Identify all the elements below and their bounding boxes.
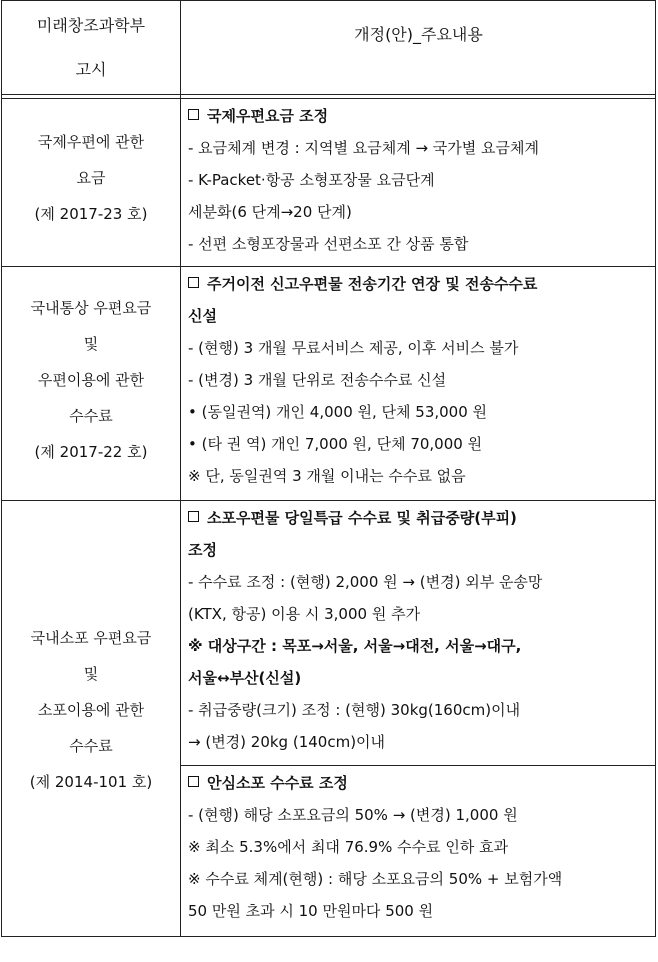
- row3-sub1-title: [188, 502, 650, 534]
- row1-content: [188, 100, 650, 260]
- row3-left-line: 소포이용에 관한: [37, 701, 145, 719]
- row2-line: • (동일권역) 개인 4,000 원, 단체 53,000 원: [188, 403, 488, 421]
- row3-sub1-title-cont: 조정: [188, 541, 217, 559]
- row3-left-line: 수수료: [69, 737, 113, 755]
- row1-left: [2, 124, 180, 232]
- header-divider: [1, 94, 656, 95]
- row3-sub1-line: (KTX, 항공) 이용 시 3,000 원 추가: [188, 605, 421, 623]
- header-col1: [2, 4, 180, 92]
- row3-sub2-line: ※ 수수료 체계(현행) : 해당 소포요금의 50% + 보험가액: [188, 870, 563, 888]
- row1-left-line: 국제우편에 관한: [37, 133, 145, 151]
- row2-title-text: 주거이전 신고우편물 전송기간 연장 및 전송수수료: [207, 275, 538, 293]
- row2-title: [188, 268, 650, 300]
- row2-line: ※ 단, 동일권역 3 개월 이내는 수수료 없음: [188, 467, 466, 485]
- table-border-right: [655, 0, 656, 937]
- row3-sub1-title-text: 소포우편물 당일특급 수수료 및 취급중량(부피): [207, 509, 517, 527]
- row3-sub2-title: [188, 767, 650, 799]
- row2-left-line: 국내통상 우편요금: [30, 299, 152, 317]
- row1-line: - 선편 소형포장물과 선편소포 간 상품 통합: [188, 235, 469, 253]
- checkbox-square-icon: [188, 109, 199, 120]
- subrow-divider: [181, 765, 656, 766]
- row2-title-cont: 신설: [188, 307, 217, 325]
- row3-sub1-line: 서울↔부산(신설): [188, 669, 302, 687]
- row3-left-line: (제 2014-101 호): [29, 773, 153, 791]
- row-divider-2: [1, 500, 656, 501]
- row3-sub1-line: - 수수료 조정 : (현행) 2,000 원 → (변경) 외부 운송망: [188, 573, 543, 591]
- checkbox-square-icon: [188, 511, 199, 522]
- row2-line: - (현행) 3 개월 무료서비스 제공, 이후 서비스 불가: [188, 339, 519, 357]
- header-divider-double: [1, 98, 656, 99]
- row2-left-line: 수수료: [69, 407, 113, 425]
- row3-left-line: 및: [83, 665, 99, 683]
- row-divider-1: [1, 266, 656, 267]
- row3-sub1-line: → (변경) 20kg (140cm)이내: [188, 733, 386, 751]
- row1-left-line: 요금: [76, 169, 106, 187]
- row2-left-line: 및: [83, 335, 99, 353]
- row2-content: [188, 268, 650, 492]
- row1-title-text: 국제우편요금 조정: [207, 107, 329, 125]
- row2-left: [2, 290, 180, 470]
- row3-sub2-content: [188, 767, 650, 927]
- column-divider: [180, 0, 181, 937]
- checkbox-square-icon: [188, 277, 199, 288]
- row1-title: [188, 100, 650, 132]
- row3-sub2-line: ※ 최소 5.3%에서 최대 76.9% 수수료 인하 효과: [188, 838, 509, 856]
- row3-sub2-line: 50 만원 초과 시 10 만원마다 500 원: [188, 902, 434, 920]
- row2-left-line: (제 2017-22 호): [34, 443, 148, 461]
- row1-left-line: (제 2017-23 호): [34, 205, 148, 223]
- row2-left-line: 우편이용에 관한: [37, 371, 145, 389]
- table-border-bottom: [1, 936, 656, 937]
- row1-line: - 요금체계 변경 : 지역별 요금체계 → 국가별 요금체계: [188, 139, 539, 157]
- checkbox-square-icon: [188, 776, 199, 787]
- row3-sub1-line: - 취급중량(크기) 조정 : (현행) 30kg(160cm)이내: [188, 701, 521, 719]
- header-col2: 개정(안)_주요내용: [354, 25, 483, 44]
- header-col1-line1: 미래창조과학부: [36, 16, 146, 35]
- row3-sub1-content: [188, 502, 650, 758]
- row3-sub2-title-text: 안심소포 수수료 조정: [207, 774, 348, 792]
- row2-line: - (변경) 3 개월 단위로 전송수수료 신설: [188, 371, 447, 389]
- row2-line: • (타 권 역) 개인 7,000 원, 단체 70,000 원: [188, 435, 483, 453]
- row3-left: [2, 620, 180, 800]
- row1-line: 세분화(6 단계→20 단계): [188, 203, 352, 221]
- row1-line: - K-Packet·항공 소형포장물 요금단계: [188, 171, 435, 189]
- row3-left-line: 국내소포 우편요금: [30, 629, 152, 647]
- row3-sub1-line: ※ 대상구간 : 목포→서울, 서울→대전, 서울→대구,: [188, 637, 522, 655]
- table-border-top: [1, 0, 656, 1]
- header-col1-line2: 고시: [75, 60, 107, 79]
- row3-sub2-line: - (현행) 해당 소포요금의 50% → (변경) 1,000 원: [188, 806, 518, 824]
